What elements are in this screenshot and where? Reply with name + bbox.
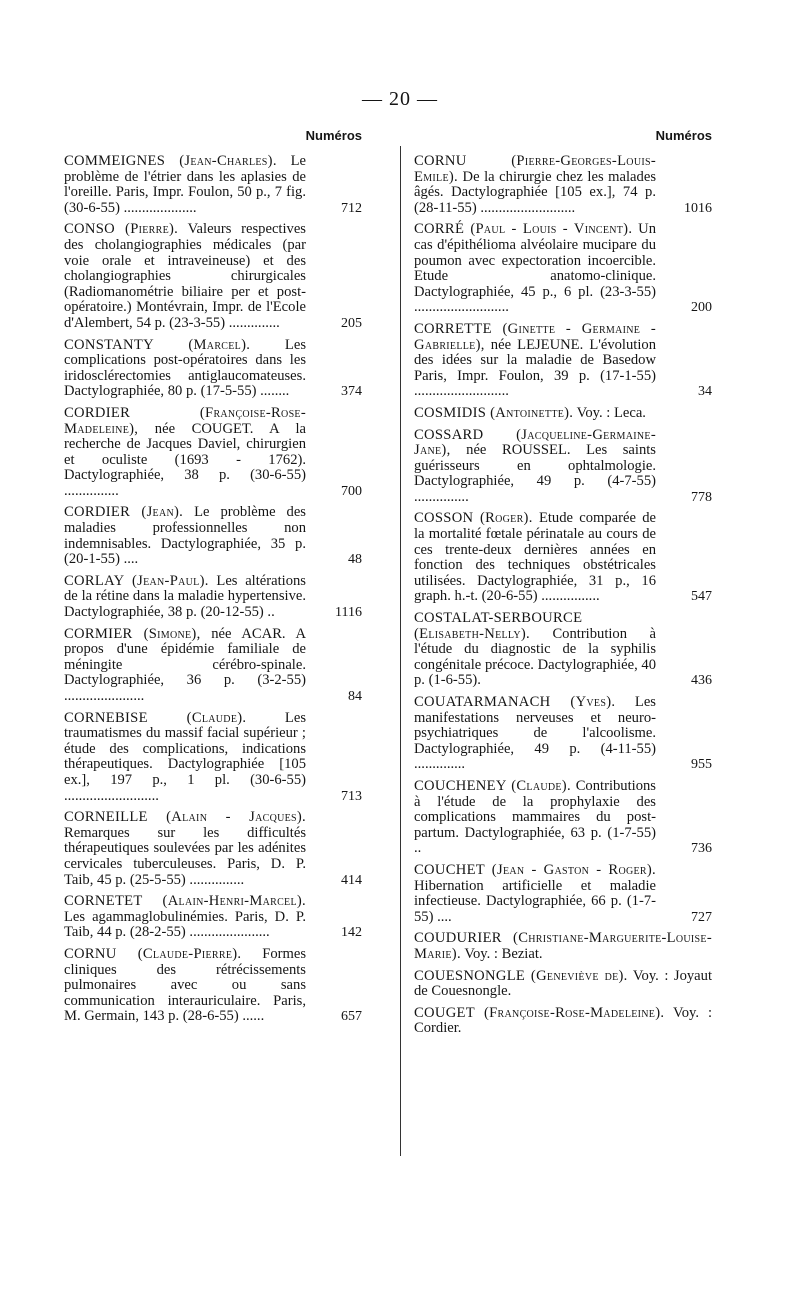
- index-entry: [414, 779, 712, 857]
- entry-author: COMMEIGNES (Jean-Charles).: [64, 153, 277, 169]
- entry-author: CORMIER (Simone),: [64, 625, 201, 642]
- entry-author: COSSARD (Jacqueline-Germaine-Jane),: [414, 426, 656, 459]
- entry-author: CORNEBISE (Claude).: [64, 709, 247, 726]
- page-number: — 20 —: [362, 88, 438, 110]
- entry-title: Le problème des maladies professionnelles non indemnisables. Dactylographiée, 35 p. (20-1-55) ....: [64, 504, 306, 568]
- entry-author: CONSO (Pierre).: [64, 221, 179, 238]
- entry-author: COUDURIER (Christiane-Marguerite-Louise-Marie).: [414, 930, 712, 962]
- index-entry: [414, 511, 712, 605]
- index-entry: [64, 894, 362, 941]
- entry-number: 200: [691, 300, 712, 316]
- index-entry: [414, 863, 712, 925]
- entry-author: CORRÉ (Paul - Louis - Vincent).: [414, 221, 633, 238]
- entry-number: 48: [348, 552, 362, 568]
- index-entry: [64, 627, 362, 705]
- index-entry: [414, 222, 712, 316]
- entry-number: 84: [348, 689, 362, 704]
- entry-title: Remarques sur les difficultés thérapeutiques soulevées par les adénites cervicales tuberculeuses. Paris, D. P. Taib, 45 p. (25-5-55) ...............: [64, 824, 306, 888]
- entry-author: COSMIDIS (Antoinette).: [414, 404, 574, 421]
- entry-title: Valeurs respectives des cholangiographies médicales (par voie orale et intraveineuse) et des cholangiographies chirurgicales (Radiomanométrie biliaire per et post-opératoire.) Montévrain, Impr. de l'Ecole d'Alembert, 54 p. (23-3-55) ..............: [64, 221, 306, 331]
- entry-author: COUATARMANACH (Yves).: [414, 694, 616, 710]
- entry-number: 713: [341, 788, 362, 804]
- entry-title: Les complications post-opératoires dans les iridosclérectomies antiglaucomateuses. Dactylographiée, 80 p. (17-5-55) ........: [64, 336, 306, 400]
- entry-title: Le problème de l'étrier dans les aplasies de l'oreille. Paris, Impr. Foulon, 50 p., 7 fig. (30-6-55) ....................: [64, 153, 306, 216]
- entry-number: 736: [691, 841, 712, 857]
- entry-author: CORNU (Pierre-Georges-Louis-Emile).: [414, 153, 656, 185]
- entry-number: 142: [341, 925, 362, 941]
- entry-number: 1116: [335, 605, 362, 621]
- entry-author: COUGET (Françoise-Rose-Madeleine).: [414, 1004, 665, 1021]
- left-entry-list: [64, 154, 362, 1025]
- entry-title: Les traumatismes du massif facial supérieur ; étude des complications, indications thérapeutiques. Dactylographiée [105 ex.], 197 p., 1 pl. (30-6-55) ..........................: [64, 709, 306, 804]
- index-entry: [64, 154, 362, 216]
- index-entry: [414, 1006, 712, 1037]
- left-column: [64, 128, 362, 1031]
- entry-number: 436: [691, 673, 712, 689]
- index-entry: [64, 222, 362, 331]
- entry-author: COSSON (Roger).: [414, 510, 533, 527]
- entry-title: née ROUSSEL. Les saints guérisseurs en ophtalmologie. Dactylographiée, 49 p. (4-7-55) ...............: [414, 442, 656, 505]
- entry-author: CORDIER (Jean).: [64, 504, 184, 521]
- right-column: [414, 128, 712, 1043]
- index-entry: [414, 611, 712, 689]
- entry-title: Voy. : Cordier.: [414, 1004, 712, 1037]
- entry-author: COSTALAT-SERBOURCE (Elisabeth-Nelly).: [414, 610, 583, 642]
- entry-number: 955: [691, 757, 712, 773]
- entry-author: CORNU (Claude-Pierre).: [64, 945, 242, 962]
- entry-number: 547: [691, 589, 712, 605]
- entry-title: Hibernation artificielle et maladie infectieuse. Dactylographiée, 66 p. (1-7-55) ....: [414, 877, 656, 925]
- entry-title: Etude comparée de la mortalité fœtale périnatale au cours de ces trente-deux dernières années en fonction des techniques obstétricales utilisées. Dactylographiée, 31 p., 16 graph. h.-t. (20-6-55) ................: [414, 510, 656, 605]
- entry-title: Les manifestations nerveuses et neuro-psychiatriques de l'alcoolisme. Dactylographiée, 49 p. (4-11-55) ..............: [414, 694, 656, 773]
- entry-title: De la chirurgie chez les malades âgés. Dactylographiée [105 ex.], 74 p. (28-11-55) ..........................: [414, 168, 656, 216]
- entry-author: COUESNONGLE (Geneviève de).: [414, 967, 628, 984]
- entry-title: Voy. : Beziat.: [464, 945, 543, 962]
- index-entry: [414, 969, 712, 1000]
- entry-number: 657: [341, 1009, 362, 1025]
- entry-author: CONSTANTY (Marcel).: [64, 336, 251, 353]
- index-entry: [414, 406, 712, 422]
- entry-number: 34: [698, 384, 712, 400]
- index-entry: [64, 711, 362, 805]
- entry-title: Les agammaglobulinémies. Paris, D. P. Taib, 44 p. (28-2-55) ......................: [64, 908, 306, 941]
- entry-title: Voy. : Leca.: [576, 404, 646, 421]
- entry-number: 205: [341, 315, 362, 331]
- entry-title: Voy. : Joyaut de Couesnongle.: [414, 967, 712, 1000]
- index-entry: [414, 154, 712, 216]
- entry-title: née ACAR. A propos d'une épidémie familiale de méningite cérébro-spinale. Dactylographiée, 36 p. (3-2-55) ......................: [64, 625, 307, 704]
- index-entry: [414, 931, 712, 962]
- index-entry: [414, 428, 712, 506]
- index-entry: [64, 505, 362, 567]
- entry-author: CORLAY (Jean-Paul).: [64, 572, 209, 589]
- entry-author: COUCHENEY (Claude).: [414, 777, 571, 794]
- entry-number: 778: [691, 489, 712, 505]
- entry-title: Contribution à l'étude du diagnostic de la syphilis congénitale précoce. Dactylographiée, 40 p. (1-6-55).: [414, 625, 656, 689]
- column-divider: [400, 146, 401, 1156]
- entry-number: 700: [341, 483, 362, 499]
- entry-author: CORNEILLE (Alain - Jacques).: [64, 809, 306, 826]
- entry-number: 712: [341, 200, 362, 216]
- column-header-left: Numéros: [305, 128, 362, 143]
- entry-number: 727: [691, 909, 712, 925]
- entry-title: Les altérations de la rétine dans la maladie hypertensive. Dactylographiée, 38 p. (20-12-55) ..: [64, 572, 306, 621]
- index-entry: [414, 695, 712, 773]
- index-entry: [64, 810, 362, 888]
- index-entry: [64, 338, 362, 400]
- column-header-right: Numéros: [655, 128, 712, 143]
- entry-author: COUCHET (Jean - Gaston - Roger).: [414, 861, 656, 878]
- right-entry-list: [414, 154, 712, 1037]
- index-entry: [414, 322, 712, 400]
- entry-title: née COUGET. A la recherche de Jacques Daviel, chirurgien et oculiste (1693 - 1762). Dactylographiée, 38 p. (30-6-55) ...............: [64, 420, 306, 499]
- index-entry: [64, 574, 362, 621]
- entry-author: CORNETET (Alain-Henri-Marcel).: [64, 893, 306, 910]
- entry-author: CORRETTE (Ginette - Germaine - Gabrielle),: [414, 320, 656, 353]
- index-entry: [64, 947, 362, 1025]
- entry-number: 374: [341, 384, 362, 400]
- entry-number: 1016: [684, 200, 712, 216]
- entry-title: Un cas d'épithélioma alvéolaire mucipare du poumon avec expectoration incoercible. Etude anatomo-clinique. Dactylographiée, 45 p., 6 pl. (23-3-55) ..........................: [414, 221, 656, 316]
- entry-title: Contributions à l'étude de la prophylaxie des complications mammaires du post-partum. Dactylographiée, 63 p. (1-7-55) ..: [414, 777, 656, 857]
- entry-author: CORDIER (Françoise-Rose-Madeleine),: [64, 404, 306, 437]
- entry-title: Formes cliniques des rétrécissements pulmonaires avec ou sans communication interauriculaire. Paris, M. Germain, 143 p. (28-6-55) ......: [64, 945, 306, 1025]
- entry-number: 414: [341, 872, 362, 888]
- index-entry: [64, 406, 362, 500]
- entry-title: née LEJEUNE. L'évolution des idées sur la maladie de Basedow Paris, Impr. Foulon, 39 p. (17-1-55) ..........................: [414, 336, 656, 400]
